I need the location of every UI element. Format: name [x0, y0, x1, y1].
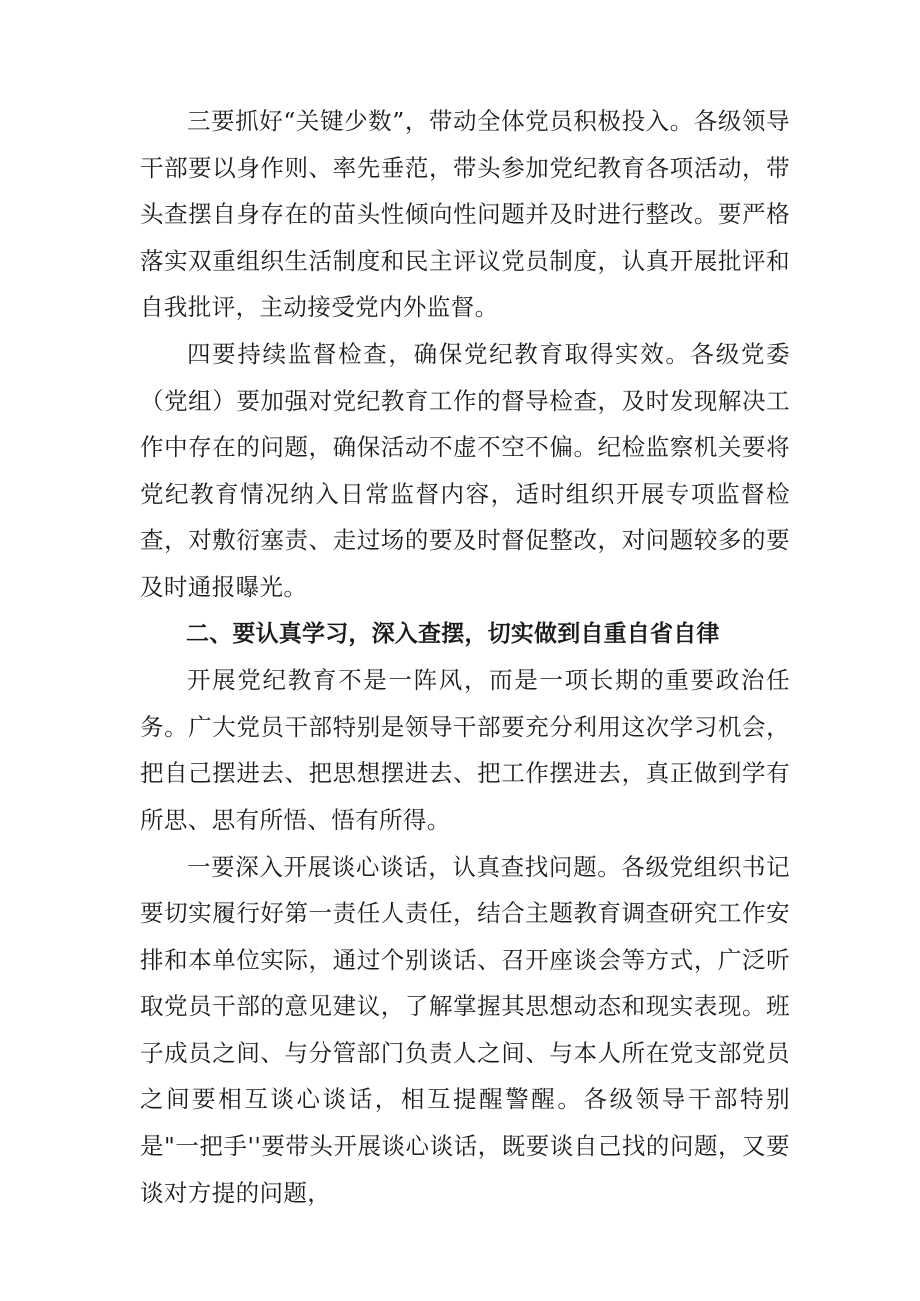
- paragraph-long-term-task: 开展党纪教育不是一阵风，而是一项长期的重要政治任务。广大党员干部特别是领导干部要充分利用这次学习机会，把自己摆进去、把思想摆进去、把工作摆进去，真正做到学有所思、思有所悟、悟有所得。: [140, 666, 790, 834]
- document-page: [140, 98, 790, 1216]
- paragraph-heart-to-heart-talks: 一要深入开展谈心谈话，认真查找问题。各级党组织书记要切实履行好第一责任人责任，结合主题教育调查研究工作安排和本单位实际，通过个别谈话、召开座谈会等方式，广泛听取党员干部的意见建议，了解掌握其思想动态和现实表现。班子成员之间、与分管部门负责人之间、与本人所在党支部党员之间要相互谈心谈话，相互提醒警醒。各级领导干部特别是"一把手''要带头开展谈心谈话，既要谈自己找的问题，又要谈对方提的问题，: [140, 852, 790, 1207]
- paragraph-key-minority: 三要抓好“关键少数”，带动全体党员积极投入。各级领导干部要以身作则、率先垂范，带头参加党纪教育各项活动，带头查摆自身存在的苗头性倾向性问题并及时进行整改。要严格落实双重组织生活制度和民主评议党员制度，认真开展批评和自我批评，主动接受党内外监督。: [140, 107, 790, 322]
- paragraph-supervision: 四要持续监督检查，确保党纪教育取得实效。各级党委（党组）要加强对党纪教育工作的督导检查，及时发现解决工作中存在的问题，确保活动不虚不空不偏。纪检监察机关要将党纪教育情况纳入日常监督内容，适时组织开展专项监督检查，对敷衍塞责、走过场的要及时督促整改，对问题较多的要及时通报曝光。: [140, 339, 790, 601]
- section-heading-two: 二、要认真学习，深入查摆，切实做到自重自省自律: [186, 620, 720, 647]
